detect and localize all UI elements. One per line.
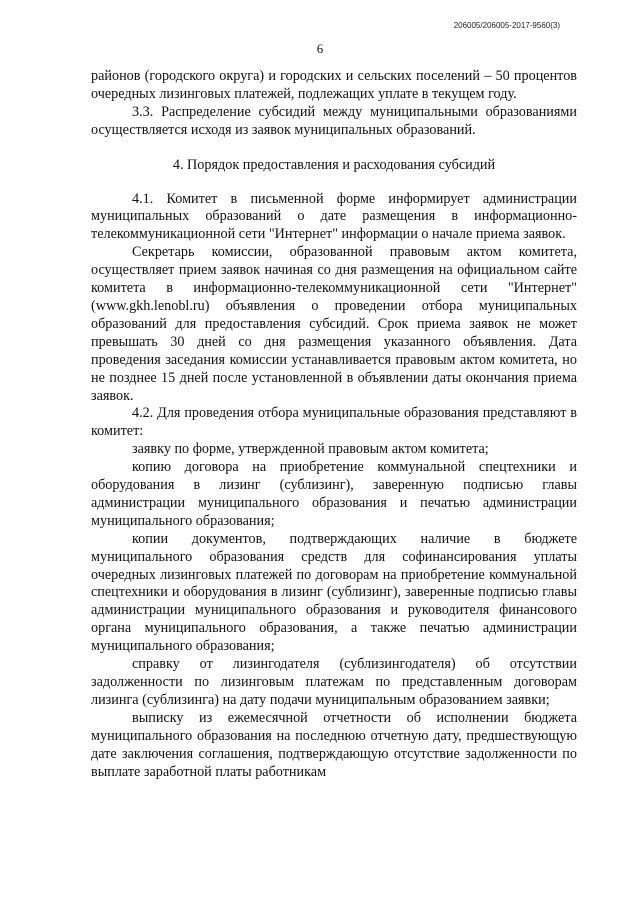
paragraph-4-1: 4.1. Комитет в письменной форме информирует администрации муниципальных образований о дате размещения в информационно-телекоммуникационной сети "Интернет" информации о начале приема заявок. — [91, 190, 577, 243]
paragraph-secretary: Секретарь комиссии, образованной правовым актом комитета, осуществляет прием заявок начиная со дня размещения на официальном сайте комитета в информационно-телекоммуникационной сети "Интернет" (www.gkh.lenobl.ru) объявления о проведении отбора муниципальных образований для предоставления субсидий. Срок приема заявок не может превышать 30 дней со дня размещения указанного объявления. Дата проведения заседания комиссии устанавливается правовым актом комитета, но не позднее 15 дней после установленной в объявлении даты окончания приема заявок. — [91, 244, 577, 404]
page-number: 6 — [316, 41, 324, 56]
section-heading: 4. Порядок предоставления и расходования субсидий — [172, 156, 496, 173]
paragraph-3-3: 3.3. Распределение субсидий между муниципальными образованиями осуществляется исходя из заявок муниципальных образований. — [91, 103, 577, 138]
list-item-budget-report: выписку из ежемесячной отчетности об исполнении бюджета муниципального образования на последнюю отчетную дату, предшествующую дате заключения соглашения, подтверждающую отсутствие задолженности по выплате заработной платы работникам — [91, 709, 577, 780]
document-id: 206005/206005-2017-9560(3) — [453, 21, 560, 30]
list-item-application: заявку по форме, утвержденной правовым актом комитета; — [132, 441, 489, 458]
list-item-budget-documents: копии документов, подтверждающих наличие в бюджете муниципального образования средств для софинансирования уплаты очередных лизинговых платежей по договорам на приобретение коммунальной спецтехники и оборудования в лизинг (сублизинг), заверенные подписью главы администрации муниципального образования и руководителя финансового органа муниципального образования, а также печатью администрации муниципального образования; — [91, 530, 577, 655]
list-item-lessor-certificate: справку от лизингодателя (сублизингодателя) об отсутствии задолженности по лизинговым платежам по представленным договорам лизинга (сублизинга) на дату подачи муниципальным образованием заявки; — [91, 656, 577, 708]
list-item-contract-copy: копию договора на приобретение коммунальной спецтехники и оборудования в лизинг (сублизинг), заверенную подписью главы администрации муниципального образования и печатью администрации муниципального образования; — [91, 459, 577, 529]
paragraph-continuation: районов (городского округа) и городских и сельских поселений – 50 процентов очередных лизинговых платежей, подлежащих уплате в текущем году. — [91, 68, 577, 102]
document-body — [91, 68, 577, 781]
paragraph-4-2: 4.2. Для проведения отбора муниципальные образования представляют в комитет: — [91, 405, 577, 440]
